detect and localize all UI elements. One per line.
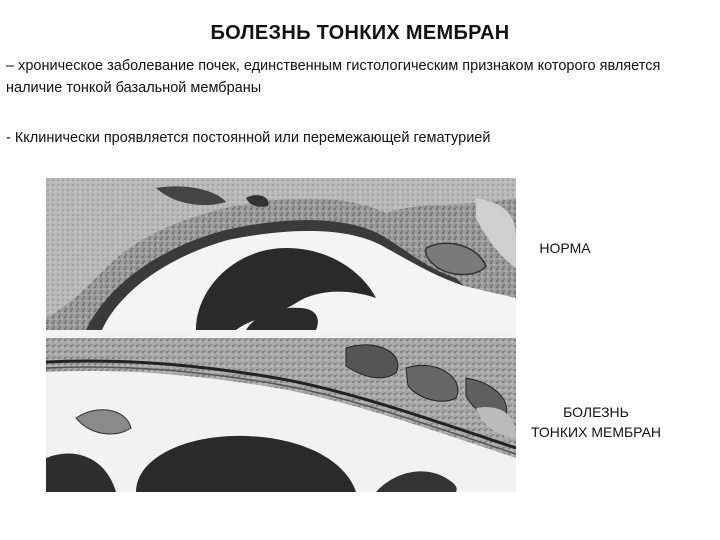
image-divider [46,330,516,338]
clinical-text: - Кклинически проявляется постоянной или перемежающей гематурией [6,130,491,146]
micrograph-thin-membrane [46,338,516,492]
slide-title: БОЛЕЗНЬ ТОНКИХ МЕМБРАН [210,22,510,44]
micrograph-normal [46,178,516,330]
label-normal: НОРМА [539,240,591,256]
definition-text: – хроническое заболевание почек, единственным гистологическим признаком которого является наличие тонкой базальной мембраны [6,58,661,96]
label-thin-membrane-disease [516,402,676,442]
label-line-1: БОЛЕЗНЬ [563,404,629,420]
label-line-2: ТОНКИХ МЕМБРАН [530,424,662,440]
